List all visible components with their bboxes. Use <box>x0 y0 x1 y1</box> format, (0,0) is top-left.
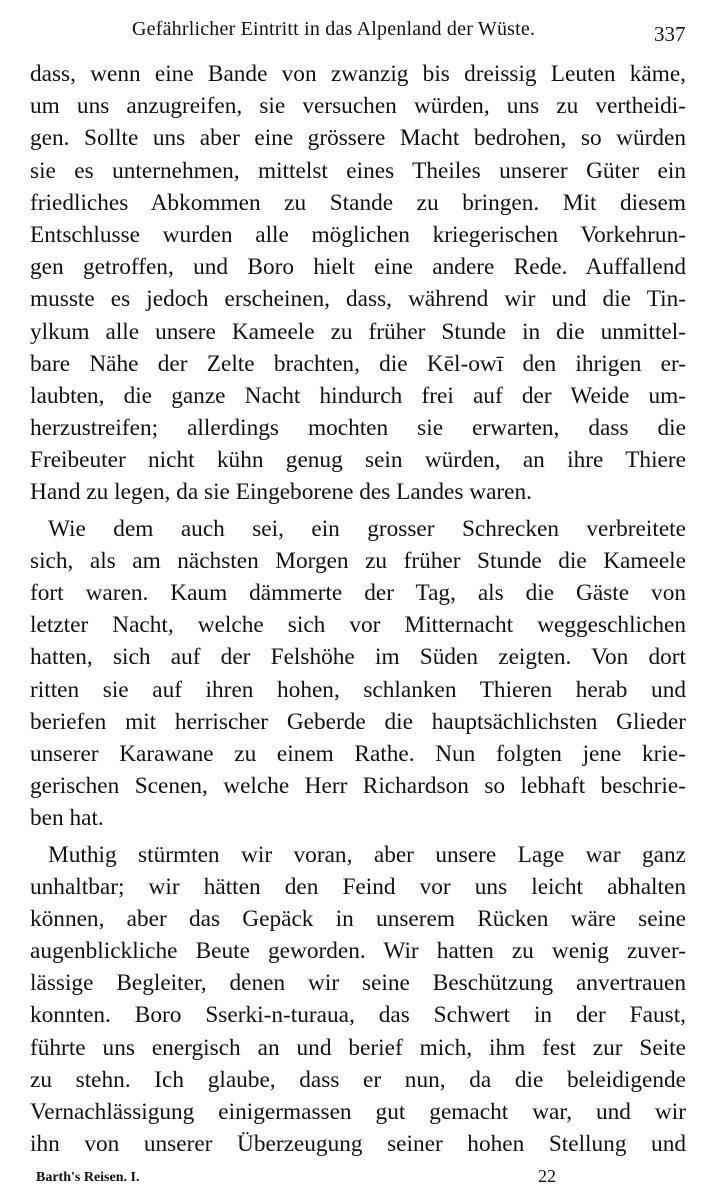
text-line: unhaltbar; wir hätten den Feind vor uns leicht abhalten <box>30 873 686 900</box>
text-line: Entschlusse wurden alle möglichen kriegerischen Vorkehrun- <box>30 221 686 248</box>
text-line: ritten sie auf ihren hohen, schlanken Thieren herab und <box>30 676 686 703</box>
page-number: 337 <box>654 22 686 46</box>
text-line: laubten, die ganze Nacht hindurch frei auf der Weide um- <box>30 382 686 409</box>
text-line: Muthig stürmten wir voran, aber unsere Lage war ganz <box>48 841 686 868</box>
text-line: um uns anzugreifen, sie versuchen würden, uns zu vertheidi- <box>30 93 686 120</box>
text-line: musste es jedoch erscheinen, dass, während wir und die Tin- <box>30 286 686 313</box>
body-text <box>30 58 686 1160</box>
text-line: lässige Begleiter, denen wir seine Beschützung anvertrauen <box>30 970 686 997</box>
running-head: Gefährlicher Eintritt in das Alpenland der Wüste. <box>132 18 536 40</box>
text-line: zu stehn. Ich glaube, dass er nun, da die beleidigende <box>30 1066 686 1093</box>
text-line: Hand zu legen, da sie Eingeborene des Landes waren. <box>30 479 532 506</box>
page-header <box>0 16 721 46</box>
text-line: letzter Nacht, welche sich vor Mitternacht weggeschlichen <box>30 612 686 639</box>
text-line: gen getroffen, und Boro hielt eine andere Rede. Auffallend <box>30 254 686 281</box>
text-line: Vernachlässigung einigermassen gut gemacht war, und wir <box>30 1099 686 1125</box>
page-footer <box>0 1158 721 1188</box>
text-line: ihn von unserer Überzeugung seiner hohen Stellung und <box>30 1131 686 1158</box>
text-line: gerischen Scenen, welche Herr Richardson so lebhaft beschrie- <box>30 773 686 800</box>
text-line: gen. Sollte uns aber eine grössere Macht bedrohen, so würden <box>30 125 686 152</box>
text-line: augenblickliche Beute geworden. Wir hatten zu wenig zuver- <box>30 938 686 965</box>
text-line: sie es unternehmen, mittelst eines Theiles unserer Güter ein <box>30 157 686 184</box>
text-line: fort waren. Kaum dämmerte der Tag, als die Gäste von <box>30 580 686 606</box>
text-line: sich, als am nächsten Morgen zu früher Stunde die Kameele <box>30 547 686 574</box>
text-line: konnten. Boro Sserki-n-turaua, das Schwert in der Faust, <box>30 1002 686 1029</box>
text-line: können, aber das Gepäck in unserem Rücken wäre seine <box>30 905 686 932</box>
paragraph-3 <box>30 839 686 1161</box>
paragraph-1 <box>30 58 686 509</box>
text-line: unserer Karawane zu einem Rathe. Nun folgten jene krie- <box>30 740 686 767</box>
text-line: beriefen mit herrischer Geberde die hauptsächlichsten Glieder <box>30 708 686 735</box>
text-line: ylkum alle unsere Kameele zu früher Stunde in die unmittel- <box>30 318 686 345</box>
paragraph-2 <box>30 513 686 835</box>
text-line: dass, wenn eine Bande von zwanzig bis dreissig Leuten käme, <box>30 61 686 87</box>
text-line: führte uns energisch an und berief mich, ihm fest zur Seite <box>30 1034 686 1061</box>
text-line: bare Nähe der Zelte brachten, die Kēl-owī den ihrigen er- <box>30 350 686 377</box>
text-line: Wie dem auch sei, ein grosser Schrecken verbreitete <box>48 515 686 542</box>
signature-mark: Barth's Reisen. I. <box>36 1170 140 1185</box>
text-line: herzustreifen; allerdings mochten sie erwarten, dass die <box>30 415 686 442</box>
sheet-number: 22 <box>538 1166 556 1186</box>
text-line: friedliches Abkommen zu Stande zu bringen. Mit diesem <box>30 189 686 216</box>
text-line: ben hat. <box>30 805 104 832</box>
text-line: hatten, sich auf der Felshöhe im Süden zeigten. Von dort <box>30 644 686 671</box>
text-line: Freibeuter nicht kühn genug sein würden, an ihre Thiere <box>30 447 686 474</box>
